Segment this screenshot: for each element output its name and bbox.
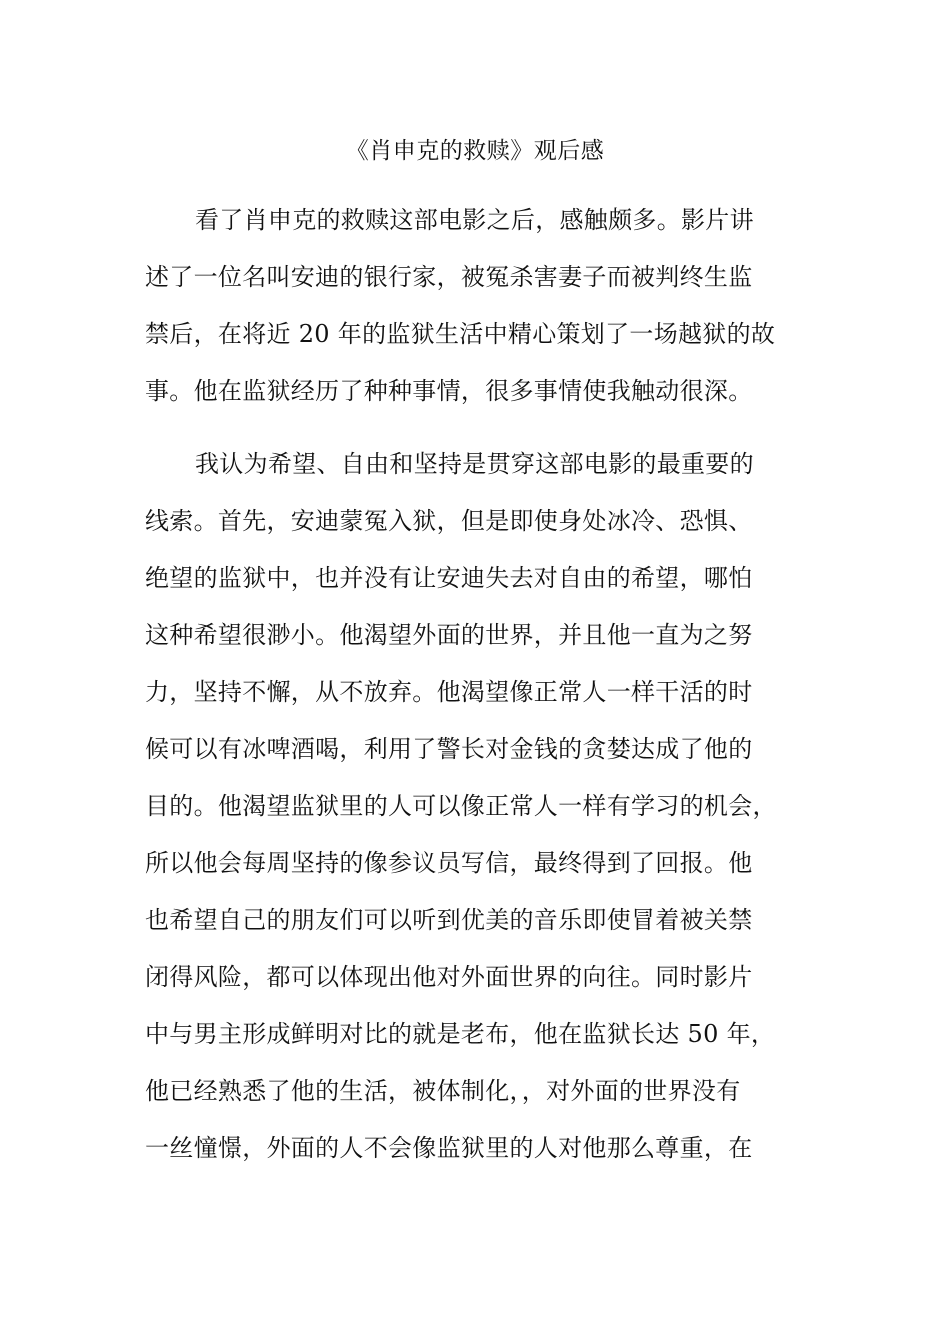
paragraph-1-line-3: 禁后，在将近 20 年的监狱生活中精心策划了一场越狱的故	[145, 320, 776, 348]
paragraph-2-line-4: 这种希望很渺小。他渴望外面的世界，并且他一直为之努	[145, 621, 753, 649]
paragraph-2-line-5: 力，坚持不懈，从不放弃。他渴望像正常人一样干活的时	[145, 678, 753, 706]
paragraph-2-line-1: 我认为希望、自由和坚持是贯穿这部电影的最重要的	[195, 450, 754, 478]
paragraph-2-line-7: 目的。他渴望监狱里的人可以像正常人一样有学习的机会，	[145, 792, 777, 820]
paragraph-2-line-9: 也希望自己的朋友们可以听到优美的音乐即使冒着被关禁	[145, 906, 753, 934]
paragraph-2-line-2: 线索。首先，安迪蒙冤入狱，但是即使身处冰冷、恐惧、	[145, 507, 753, 535]
paragraph-1-line-1: 看了肖申克的救赎这部电影之后，感触颇多。影片讲	[195, 206, 754, 234]
paragraph-2-line-3: 绝望的监狱中，也并没有让安迪失去对自由的希望，哪怕	[145, 564, 753, 592]
paragraph-1-line-2: 述了一位名叫安迪的银行家，被冤杀害妻子而被判终生监	[145, 263, 753, 291]
paragraph-2-line-6: 候可以有冰啤酒喝，利用了警长对金钱的贪婪达成了他的	[145, 735, 753, 763]
document-title: 《肖申克的救赎》观后感	[345, 138, 605, 164]
paragraph-1-line-4: 事。他在监狱经历了种种事情，很多事情使我触动很深。	[145, 377, 753, 405]
paragraph-2-line-10: 闭得风险，都可以体现出他对外面世界的向往。同时影片	[145, 963, 753, 991]
paragraph-2-line-8: 所以他会每周坚持的像参议员写信，最终得到了回报。他	[145, 849, 753, 877]
paragraph-2-line-12: 他已经熟悉了他的生活，被体制化，，对外面的世界没有	[145, 1077, 741, 1105]
paragraph-2-line-11: 中与男主形成鲜明对比的就是老布，他在监狱长达 50 年，	[145, 1020, 776, 1048]
paragraph-2-line-13: 一丝憧憬，外面的人不会像监狱里的人对他那么尊重，在	[145, 1134, 753, 1162]
